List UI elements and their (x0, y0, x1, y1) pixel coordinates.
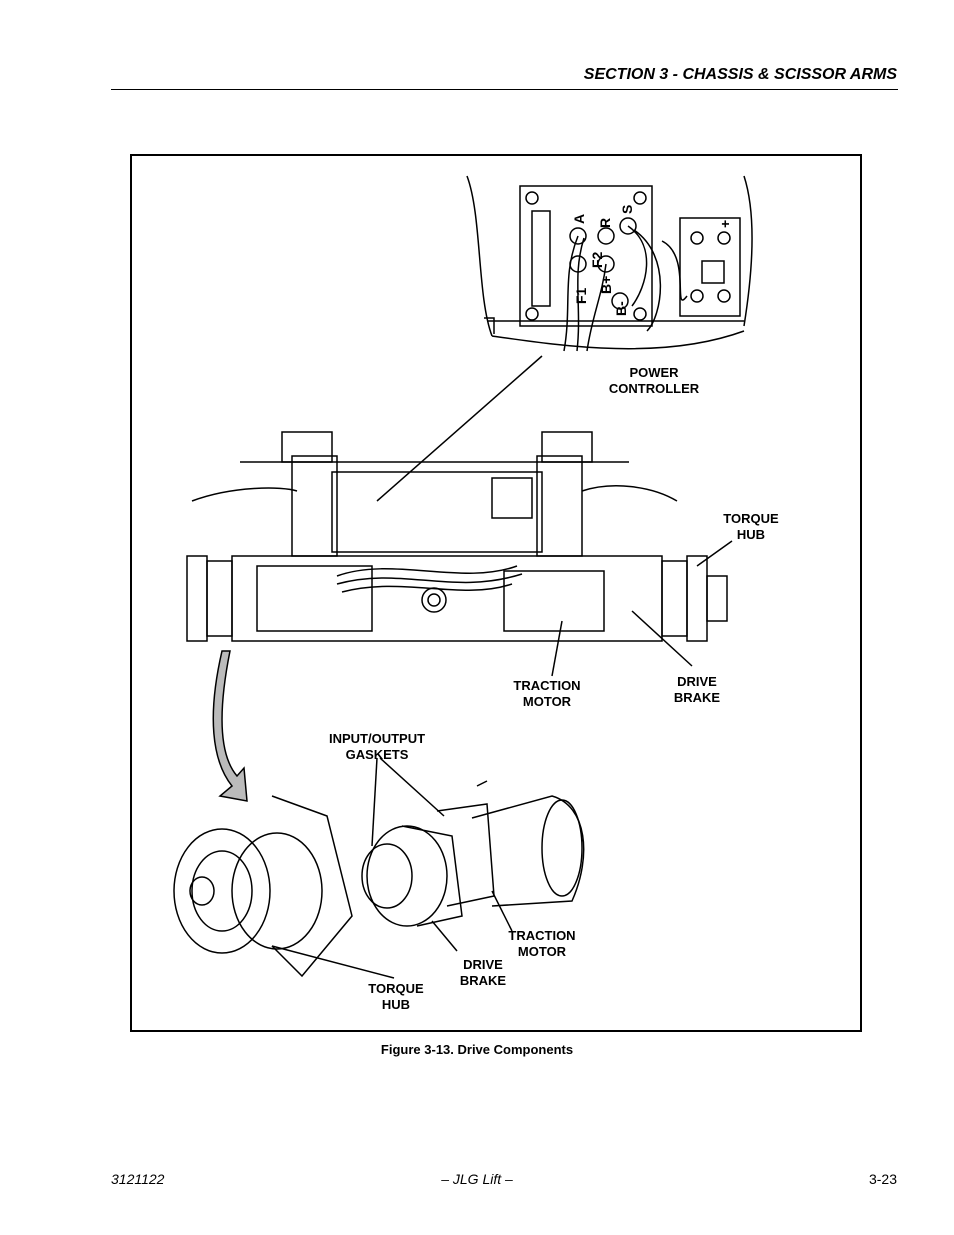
gaskets-leader-2 (380, 758, 444, 816)
callout-traction-motor-top (502, 678, 592, 710)
callout-line: INPUT/OUTPUT (328, 731, 426, 746)
drive-components-illustration (132, 156, 862, 1032)
terminal-label-b-plus: B+ (598, 275, 614, 294)
callout-line: BRAKE (673, 690, 721, 705)
terminal-label-a: A (571, 213, 587, 224)
callout-torque-hub-bottom (351, 981, 441, 1013)
callout-drive-brake-top (652, 674, 742, 706)
exploded-view-arrow (213, 651, 247, 801)
callout-torque-hub-top (706, 511, 796, 543)
callout-line: DRIVE (463, 957, 503, 972)
callout-drive-brake-bottom (438, 957, 528, 989)
terminal-label-r: R (597, 217, 613, 228)
power-controller-leader (377, 356, 542, 501)
callout-line: HUB (736, 527, 766, 542)
traction-motor-top-leader (552, 621, 562, 676)
callout-line: DRIVE (677, 674, 717, 689)
terminal-label-plus: + (717, 219, 733, 228)
footer-doc-number: 3121122 (111, 1171, 165, 1187)
terminal-label-s: S (619, 204, 635, 214)
header-rule (111, 89, 898, 90)
callout-line: TRACTION (508, 928, 576, 943)
figure-frame (130, 154, 862, 1032)
power-controller-inset (467, 176, 752, 351)
terminal-label-f1: F1 (573, 287, 589, 304)
traction-motor-bottom-leader (492, 891, 512, 931)
callout-input-output-gaskets (312, 731, 442, 763)
terminal-label-b-minus: B- (613, 301, 629, 316)
callout-line: MOTOR (522, 694, 572, 709)
callout-line: CONTROLLER (608, 381, 700, 396)
footer-publisher: – JLG Lift – (441, 1171, 513, 1187)
torque-hub-top-leader (697, 541, 732, 566)
callout-line: TORQUE (723, 511, 779, 526)
callout-line: BRAKE (459, 973, 507, 988)
callout-line: TRACTION (513, 678, 581, 693)
footer-page-number: 3-23 (868, 1171, 897, 1187)
callout-line: TORQUE (368, 981, 424, 996)
drive-brake-bottom-leader (432, 921, 457, 951)
terminal-label-f2: F2 (589, 251, 605, 268)
callout-line: GASKETS (345, 747, 409, 762)
callout-line: HUB (381, 997, 411, 1012)
figure-caption: Figure 3-13. Drive Components (380, 1042, 574, 1057)
callout-power-controller (594, 365, 714, 397)
callout-line: MOTOR (517, 944, 567, 959)
callout-traction-motor-bottom (497, 928, 587, 960)
gaskets-leader-1 (372, 758, 377, 846)
torque-hub-bottom-leader (272, 946, 394, 978)
section-header-title: SECTION 3 - CHASSIS & SCISSOR ARMS (583, 66, 897, 83)
callout-line: POWER (629, 365, 679, 380)
drive-axle-assembly (187, 432, 727, 641)
